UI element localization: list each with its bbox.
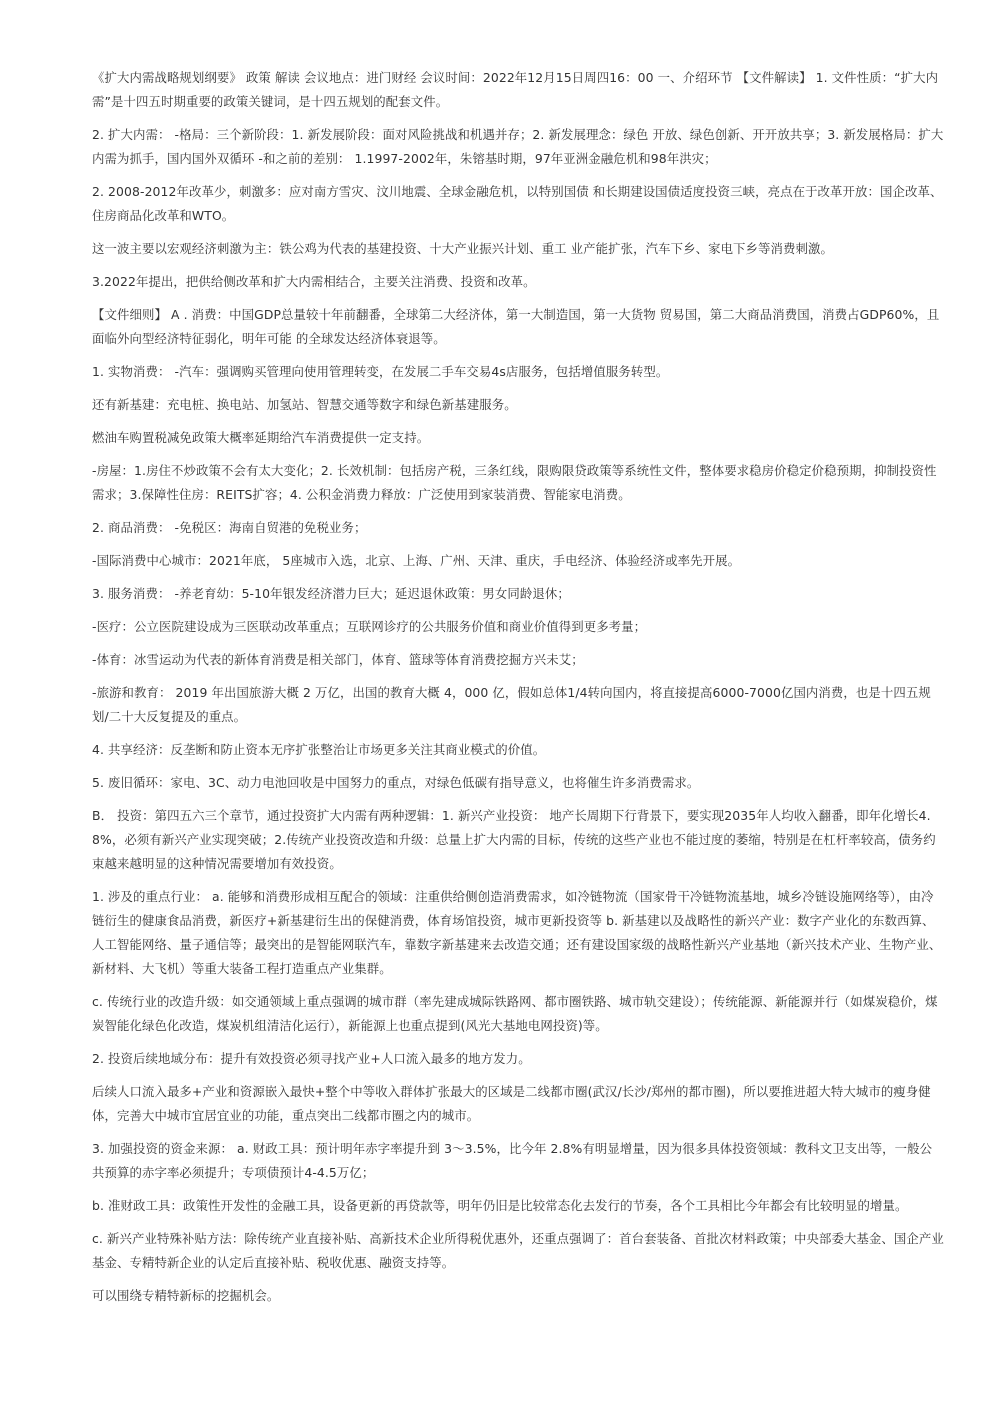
paragraph-emerging-subsidies: c. 新兴产业特殊补贴方法：除传统产业直接补贴、高新技术企业所得税优惠外，还重点强调了：首台套装备、首批次材料政策；中央部委大基金、国企产业基金、专精特新企业的认定后直接补贴、税收优惠、融资支持等。 [92, 1231, 944, 1270]
paragraph-fuel-vehicle-tax: 燃油车购置税减免政策大概率延期给汽车消费提供一定支持。 [92, 430, 430, 445]
paragraph-regional-distribution: 2. 投资后续地域分布：提升有效投资必须寻找产业+人口流入最多的地方发力。 [92, 1051, 531, 1066]
document-body [92, 66, 944, 1317]
paragraph-physical-consumption: 1. 实物消费： -汽车：强调购买管理向使用管理转变，在发展二手车交易4s店服务，包括增值服务转型。 [92, 364, 669, 379]
paragraph-file-details-consumption: 【文件细则】 A . 消费：中国GDP总量较十年前翻番，全球第二大经济体，第一大制造国，第一大货物 贸易国，第二大商品消费国，消费占GDP60%，且面临外向型经济特征弱化，明年可能 的全球发达经济体衰退等。 [92, 307, 940, 346]
paragraph-investment: B． 投资：第四五六三个章节，通过投资扩大内需有两种逻辑：1. 新兴产业投资： 地产长周期下行背景下，要实现2035年人均收入翻番，即年化增长4.8%，必须有新兴产业实现突破；2.传统产业投资改造和升级：总量上扩大内需的目标，传统的这些产业也不能过度的萎缩，特别是在杠杆率较高，债务约束越来越明显的这种情况需要增加有效投资。 [92, 808, 936, 871]
paragraph-tourism-education: -旅游和教育： 2019 年出国旅游大概 2 万亿，出国的教育大概 4，000 亿，假如总体1/4转向国内，将直接提高6000-7000亿国内消费，也是十四五规划/二十大反复提及的重点。 [92, 685, 931, 724]
paragraph-service-consumption: 3. 服务消费： -养老育幼：5-10年银发经济潜力巨大；延迟退休政策：男女同龄退休； [92, 586, 570, 601]
paragraph-key-industries: 1. 涉及的重点行业： a. 能够和消费形成相互配合的领域：注重供给侧创造消费需求，如冷链物流（国家骨干冷链物流基地，城乡冷链设施网络等），由冷链衍生的健康食品消费，新医疗+新基建衍生出的保健消费，体育场馆投资，城市更新投资等 b. 新基建以及战略性的新兴产业：数字产业化的东数西算、人工智能网络、量子通信等；最突出的是智能网联汽车，靠数字新基建来去改造交通；还有建设国家级的战略性新兴产业基地（新兴技术产业、生物产业、新材料、大飞机）等重大装备工程打造重点产业集群。 [92, 889, 942, 976]
paragraph-funding-sources: 3. 加强投资的资金来源： a. 财政工具：预计明年赤字率提升到 3～3.5%，比今年 2.8%有明显增量，因为很多具体投资领域：教科文卫支出等，一般公共预算的赤字率必须提升；专项债预计4-4.5万亿； [92, 1141, 933, 1180]
paragraph-2008-2012: 2. 2008-2012年改革少，刺激多：应对南方雪灾、汶川地震、全球金融危机，以特别国债 和长期建设国债适度投资三峡，亮点在于改革开放：国企改革、住房商品化改革和WTO。 [92, 184, 943, 223]
paragraph-quasi-fiscal: b. 准财政工具：政策性开发性的金融工具，设备更新的再贷款等，明年仍旧是比较常态化去发行的节奏，各个工具相比今年都会有比较明显的增量。 [92, 1198, 908, 1213]
paragraph-2022-proposal: 3.2022年提出，把供给侧改革和扩大内需相结合，主要关注消费、投资和改革。 [92, 274, 536, 289]
paragraph-goods-consumption: 2. 商品消费： -免税区：海南自贸港的免税业务； [92, 520, 367, 535]
paragraph-housing: -房屋：1.房住不炒政策不会有太大变化；2. 长效机制：包括房产税，三条红线，限购限贷政策等系统性文件，整体要求稳房价稳定价稳预期，抑制投资性需求；3.保障性住房：REITS扩容；4. 公积金消费力释放：广泛使用到家装消费、智能家电消费。 [92, 463, 937, 502]
paragraph-specialized-opportunities: 可以围绕专精特新标的挖掘机会。 [92, 1288, 280, 1303]
paragraph-medical: -医疗：公立医院建设成为三医联动改革重点；互联网诊疗的公共服务价值和商业价值得到更多考量； [92, 619, 647, 634]
paragraph-population-inflow: 后续人口流入最多+产业和资源嵌入最快+整个中等收入群体扩张最大的区域是二线都市圈(武汉/长沙/郑州的都市圈)，所以要推进超大特大城市的瘦身健体，完善大中城市宜居宜业的功能，重点突出二线都市圈之内的城市。 [92, 1084, 931, 1123]
paragraph-expand-domestic-demand: 2. 扩大内需： -格局：三个新阶段：1. 新发展阶段：面对风险挑战和机遇并存；2. 新发展理念：绿色 开放、绿色创新、开开放共享；3. 新发展格局：扩大内需为抓手，国内国外双循环 -和之前的差别： 1.1997-2002年，朱镕基时期，97年亚洲金融危机和98年洪灾； [92, 127, 944, 166]
paragraph-macro-stimulus: 这一波主要以宏观经济刺激为主：铁公鸡为代表的基建投资、十大产业振兴计划、重工 业产能扩张，汽车下乡、家电下乡等消费刺激。 [92, 241, 833, 256]
paragraph-traditional-upgrade: c. 传统行业的改造升级：如交通领域上重点强调的城市群（率先建成城际铁路网、都市圈铁路、城市轨交建设）；传统能源、新能源并行（如煤炭稳价，煤炭智能化绿色化改造，煤炭机组清洁化运行），新能源上也重点提到(风光大基地电网投资)等。 [92, 994, 938, 1033]
paragraph-recycling: 5. 废旧循环：家电、3C、动力电池回收是中国努力的重点，对绿色低碳有指导意义，也将催生许多消费需求。 [92, 775, 700, 790]
paragraph-sharing-economy: 4. 共享经济：反垄断和防止资本无序扩张整治让市场更多关注其商业模式的价值。 [92, 742, 546, 757]
paragraph-new-infrastructure: 还有新基建：充电桩、换电站、加氢站、智慧交通等数字和绿色新基建服务。 [92, 397, 517, 412]
paragraph-sports: -体育：冰雪运动为代表的新体育消费是相关部门，体育、篮球等体育消费挖掘方兴未艾； [92, 652, 584, 667]
paragraph-intro: 《扩大内需战略规划纲要》 政策 解读 会议地点：进门财经 会议时间：2022年12月15日周四16：00 一、介绍环节 【文件解读】 1. 文件性质：“扩大内需”是十四五时期重要的政策关键词，是十四五规划的配套文件。 [92, 70, 939, 109]
paragraph-international-consumption-cities: -国际消费中心城市：2021年底， 5座城市入选，北京、上海、广州、天津、重庆，手电经济、体验经济或率先开展。 [92, 553, 741, 568]
